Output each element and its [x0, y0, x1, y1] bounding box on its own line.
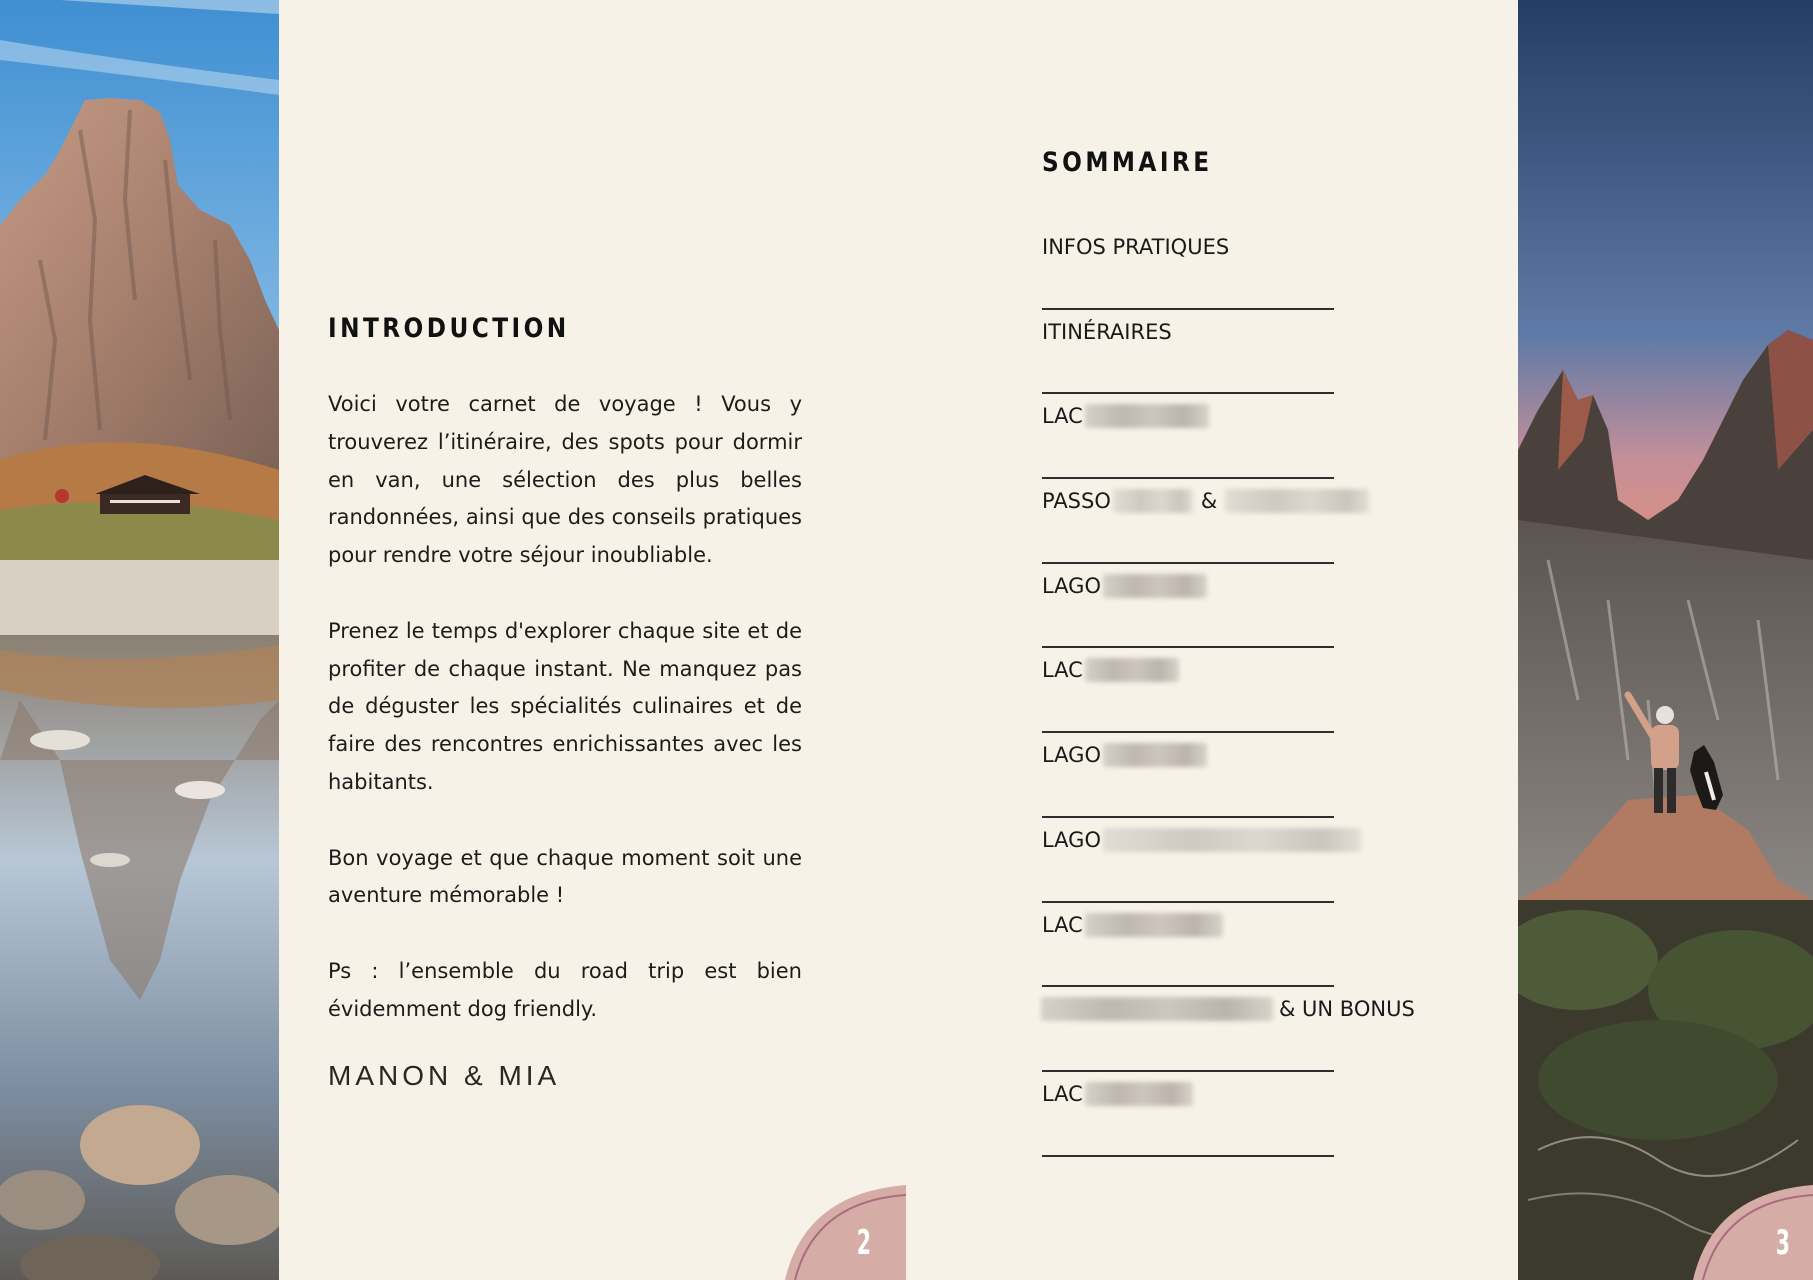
- toc-label: LAC: [1042, 658, 1083, 683]
- toc-item-infos-pratiques[interactable]: [1042, 225, 1334, 310]
- introduction-heading: INTRODUCTION: [328, 313, 570, 344]
- page-tab-shape: [785, 1185, 906, 1280]
- mountain-lake-image: [0, 0, 279, 1280]
- toc-item-lac[interactable]: [1042, 648, 1334, 733]
- toc-item-lac[interactable]: [1042, 903, 1334, 988]
- redacted-text: [1085, 913, 1223, 937]
- page-number-tab-right: [1693, 1185, 1813, 1280]
- toc-label: & UN BONUS: [1279, 997, 1415, 1022]
- toc-item-lac[interactable]: [1042, 394, 1334, 479]
- toc-item-lago[interactable]: [1042, 564, 1334, 649]
- intro-paragraph: Bon voyage et que chaque moment soit une aventure mémorable !: [328, 845, 802, 908]
- toc-item-lago[interactable]: [1042, 818, 1334, 903]
- toc-item-itineraires[interactable]: [1042, 310, 1334, 395]
- toc-label: ITINÉRAIRES: [1042, 319, 1172, 344]
- redacted-text: [1085, 658, 1179, 682]
- toc-label: PASSO: [1042, 489, 1111, 514]
- intro-paragraph: Voici votre carnet de voyage ! Vous y trouverez l’itinéraire, des spots pour dormir en van, une sélection des plus belles randonnées, ainsi que des conseils pratiques pour rendre votre séjour inoubliable.: [328, 392, 802, 568]
- redacted-text: [1085, 1082, 1193, 1106]
- sommaire-heading: SOMMAIRE: [1042, 147, 1213, 178]
- redacted-text: [1041, 997, 1273, 1021]
- redacted-text: [1085, 404, 1209, 428]
- toc-item-lago[interactable]: [1042, 733, 1334, 818]
- toc-label: LAC: [1042, 912, 1083, 937]
- author-signature: MANON & MIA: [328, 1060, 561, 1091]
- hiker-mountain-image: [1518, 0, 1813, 1280]
- toc-item-passo[interactable]: [1042, 479, 1334, 564]
- page-number-2: 2: [856, 1223, 871, 1263]
- intro-paragraph: Ps : l’ensemble du road trip est bien évidemment dog friendly.: [328, 958, 802, 1021]
- intro-paragraph: Prenez le temps d'explorer chaque site et de profiter de chaque instant. Ne manquez pas de déguster les spécialités culinaires et de faire des rencontres enrichissantes avec les habitants.: [328, 618, 802, 794]
- toc-ampersand: &: [1200, 489, 1218, 514]
- redacted-text: [1103, 743, 1207, 767]
- right-landscape-photo: [1518, 0, 1813, 1280]
- toc-label: LAC: [1042, 404, 1083, 429]
- toc-item-lac[interactable]: [1042, 1072, 1334, 1157]
- toc-label: LAGO: [1042, 827, 1101, 852]
- page-tab-shape: [1693, 1185, 1813, 1280]
- toc-label: LAC: [1042, 1081, 1083, 1106]
- redacted-text: [1103, 574, 1207, 598]
- toc-label: INFOS PRATIQUES: [1042, 235, 1230, 259]
- redacted-text: [1113, 489, 1193, 513]
- toc-label: LAGO: [1042, 743, 1101, 768]
- page-number-tab-left: [785, 1185, 906, 1280]
- table-of-contents: [1042, 225, 1415, 1157]
- page-number-3: 3: [1775, 1223, 1790, 1263]
- toc-item-bonus[interactable]: [1042, 987, 1415, 1072]
- redacted-text: [1225, 489, 1369, 513]
- introduction-body: [328, 386, 802, 1029]
- redacted-text: [1103, 828, 1361, 852]
- toc-label: LAGO: [1042, 573, 1101, 598]
- left-landscape-photo: [0, 0, 279, 1280]
